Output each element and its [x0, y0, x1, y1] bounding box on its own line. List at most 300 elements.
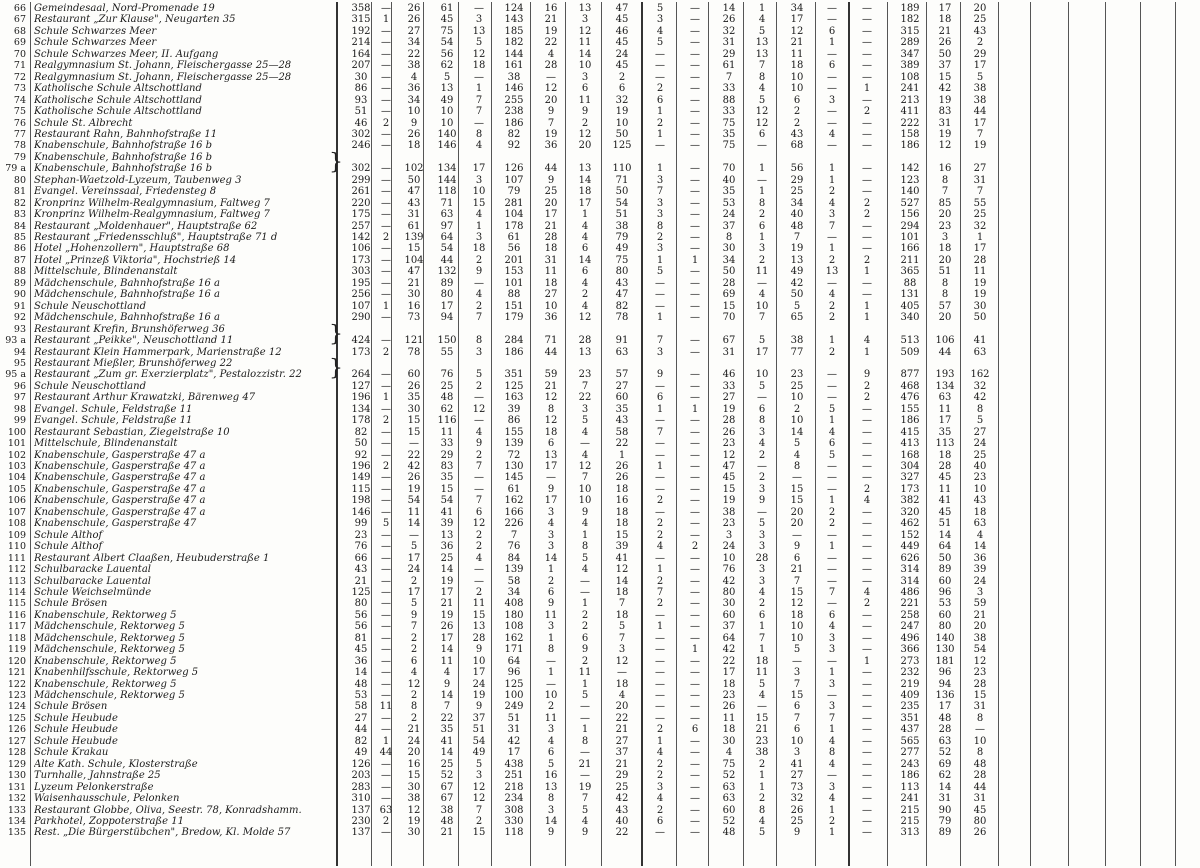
- cell-value: —: [827, 117, 837, 129]
- cell-value: 42: [973, 392, 987, 404]
- cell-value: 220: [351, 197, 371, 209]
- cell-value: 7: [828, 712, 836, 724]
- cell-value: 2: [828, 518, 836, 530]
- row-number: 127: [7, 735, 26, 747]
- cell-value: 1: [758, 232, 766, 243]
- cell-value: 1: [382, 14, 390, 26]
- cell-value: 22: [544, 37, 558, 49]
- cell-value: 31: [973, 701, 987, 713]
- cell-value: 20: [938, 254, 952, 266]
- row-number: 79 a: [5, 163, 26, 175]
- cell-value: 8: [941, 277, 949, 289]
- cell-value: —: [827, 483, 837, 495]
- cell-value: 50: [722, 266, 736, 278]
- cell-value: 15: [722, 483, 736, 495]
- table-row: [0, 404, 1200, 416]
- cell-value: 113: [900, 781, 920, 793]
- cell-value: 7: [758, 312, 766, 324]
- cell-value: —: [474, 415, 484, 427]
- cell-value: 134: [935, 380, 955, 392]
- cell-value: —: [690, 598, 700, 610]
- cell-value: 51: [938, 518, 952, 530]
- cell-value: —: [862, 220, 872, 232]
- row-number: 128: [7, 747, 26, 759]
- cell-value: 22: [407, 48, 421, 60]
- cell-value: 21: [544, 14, 558, 26]
- cell-value: 110: [612, 163, 632, 175]
- cell-value: 258: [900, 609, 920, 621]
- row-number: 91: [13, 300, 26, 312]
- cell-value: 320: [900, 506, 920, 518]
- cell-value: 38: [973, 94, 987, 106]
- cell-value: 45: [440, 14, 454, 26]
- cell-value: 303: [351, 266, 371, 278]
- table-row: [0, 759, 1200, 771]
- cell-value: 37: [722, 621, 736, 633]
- row-number: 114: [7, 586, 26, 598]
- cell-value: 45: [722, 472, 736, 484]
- cell-value: 182: [504, 37, 524, 49]
- cell-value: 527: [900, 197, 920, 209]
- cell-value: 7: [725, 71, 733, 83]
- location-name: Schule Brösen: [34, 598, 108, 610]
- cell-value: 108: [504, 621, 524, 633]
- cell-value: 42: [722, 644, 736, 656]
- cell-value: 3: [656, 174, 664, 186]
- cell-value: 1: [828, 163, 836, 175]
- location-name: Hotel „Hohenzollern", Hauptstraße 68: [34, 243, 230, 255]
- cell-value: 226: [504, 518, 524, 530]
- cell-value: 76: [507, 541, 521, 553]
- table-row: [0, 713, 1200, 725]
- cell-value: 32: [722, 25, 736, 37]
- cell-value: 36: [354, 655, 368, 667]
- cell-value: 13: [755, 48, 769, 60]
- cell-value: 215: [900, 804, 920, 816]
- cell-value: 15: [407, 770, 421, 782]
- cell-value: 5: [382, 518, 390, 530]
- cell-value: 3: [618, 644, 626, 656]
- cell-value: 1: [863, 300, 871, 312]
- cell-value: 415: [900, 426, 920, 438]
- table-row: [0, 83, 1200, 95]
- cell-value: 11: [790, 48, 804, 60]
- table-row: [0, 118, 1200, 130]
- row-number: 86: [13, 243, 26, 255]
- cell-value: 17: [440, 300, 454, 312]
- cell-value: 221: [900, 598, 920, 610]
- cell-value: 86: [507, 415, 521, 427]
- cell-value: 12: [578, 25, 592, 37]
- cell-value: 5: [475, 369, 483, 381]
- cell-value: 35: [440, 472, 454, 484]
- cell-value: —: [409, 529, 419, 541]
- cell-value: —: [690, 449, 700, 461]
- cell-value: 1: [618, 449, 626, 461]
- cell-value: —: [690, 83, 700, 95]
- cell-value: 1: [691, 254, 699, 266]
- cell-value: 22: [615, 827, 629, 839]
- row-number: 99: [13, 415, 26, 427]
- cell-value: 2: [793, 403, 801, 415]
- cell-value: 476: [900, 392, 920, 404]
- cell-value: 12: [472, 781, 486, 793]
- cell-value: 65: [790, 312, 804, 324]
- cell-value: 18: [615, 483, 629, 495]
- cell-value: 3: [656, 243, 664, 255]
- cell-value: 1: [863, 346, 871, 358]
- cell-value: 877: [900, 369, 920, 381]
- cell-value: 1: [758, 644, 766, 656]
- cell-value: —: [827, 369, 837, 381]
- cell-value: 13: [472, 25, 486, 37]
- cell-value: 37: [615, 747, 629, 759]
- cell-value: 238: [504, 106, 524, 118]
- cell-value: 1: [581, 598, 589, 610]
- cell-value: 29: [973, 48, 987, 60]
- cell-value: —: [862, 25, 872, 37]
- cell-value: 93: [354, 94, 368, 106]
- cell-value: 83: [938, 106, 952, 118]
- location-name: Schule Krakau: [34, 747, 109, 759]
- row-number: 117: [7, 621, 26, 633]
- cell-value: 2: [382, 461, 390, 472]
- location-name: Knabenschule, Gasperstraße 47 a: [34, 472, 206, 484]
- cell-value: 67: [440, 781, 454, 793]
- cell-value: 2: [410, 632, 418, 644]
- cell-value: —: [862, 461, 872, 472]
- cell-value: —: [690, 483, 700, 495]
- row-number: 94: [13, 346, 26, 358]
- cell-value: —: [757, 701, 767, 713]
- cell-value: 2: [758, 758, 766, 770]
- cell-value: 1: [828, 37, 836, 49]
- cell-value: 28: [938, 724, 952, 736]
- cell-value: 35: [615, 403, 629, 415]
- cell-value: 7: [793, 678, 801, 690]
- row-number: 113: [7, 575, 26, 587]
- location-name: Gemeindesaal, Nord-Promenade 19: [34, 3, 215, 14]
- cell-value: 5: [828, 449, 836, 461]
- cell-value: 10: [790, 71, 804, 83]
- cell-value: 33: [722, 106, 736, 118]
- cell-value: 84: [507, 552, 521, 564]
- cell-value: 12: [544, 392, 558, 404]
- cell-value: 3: [656, 197, 664, 209]
- cell-value: 7: [941, 186, 949, 198]
- cell-value: 1: [863, 312, 871, 324]
- table-row: [0, 656, 1200, 668]
- cell-value: 310: [351, 793, 371, 805]
- cell-value: 247: [900, 621, 920, 633]
- cell-value: 16: [407, 300, 421, 312]
- cell-value: 2: [475, 254, 483, 266]
- cell-value: 8: [547, 793, 555, 805]
- location-name: Restaurant Globbe, Oliva, Seestr. 78, Konradshamm.: [34, 804, 302, 816]
- cell-value: 20: [544, 197, 558, 209]
- cell-value: 38: [722, 506, 736, 518]
- location-name: Mädchenschule, Rektorweg 5: [34, 644, 185, 656]
- table-row: [0, 347, 1200, 359]
- cell-value: 75: [722, 758, 736, 770]
- cell-value: 8: [581, 541, 589, 553]
- cell-value: —: [690, 461, 700, 472]
- cell-value: 235: [900, 701, 920, 713]
- cell-value: 6: [758, 220, 766, 232]
- cell-value: 146: [437, 140, 457, 152]
- cell-value: —: [690, 495, 700, 507]
- cell-value: 38: [973, 632, 987, 644]
- cell-value: 82: [615, 300, 629, 312]
- cell-value: —: [690, 300, 700, 312]
- cell-value: 61: [507, 483, 521, 495]
- cell-value: 2: [828, 186, 836, 198]
- cell-value: —: [655, 701, 665, 713]
- cell-value: 12: [790, 598, 804, 610]
- cell-value: 60: [938, 609, 952, 621]
- cell-value: —: [690, 758, 700, 770]
- table-row: [0, 324, 1200, 336]
- cell-value: —: [381, 94, 391, 106]
- cell-value: 1: [382, 735, 390, 747]
- cell-value: 1: [691, 403, 699, 415]
- cell-value: —: [381, 277, 391, 289]
- cell-value: 88: [722, 94, 736, 106]
- cell-value: 486: [900, 586, 920, 598]
- cell-value: 6: [793, 552, 801, 564]
- cell-value: 7: [581, 472, 589, 484]
- cell-value: 99: [354, 518, 368, 530]
- cell-value: 11: [578, 37, 592, 49]
- cell-value: —: [862, 724, 872, 736]
- cell-value: 4: [547, 735, 555, 747]
- cell-value: 17: [578, 197, 592, 209]
- cell-value: 18: [790, 60, 804, 72]
- cell-value: 27: [973, 163, 987, 175]
- cell-value: 11: [578, 667, 592, 679]
- cell-value: 19: [407, 815, 421, 827]
- cell-value: 12: [578, 128, 592, 140]
- cell-value: 70: [722, 312, 736, 324]
- cell-value: 14: [544, 552, 558, 564]
- cell-value: 6: [793, 724, 801, 736]
- cell-value: 2: [656, 495, 664, 507]
- cell-value: 5: [581, 690, 589, 701]
- location-name: Mädchenschule, Rektorweg 5: [34, 621, 185, 633]
- cell-value: 2: [656, 804, 664, 816]
- table-row: [0, 598, 1200, 610]
- cell-value: —: [862, 163, 872, 175]
- row-number: 107: [7, 506, 26, 518]
- cell-value: 234: [504, 793, 524, 805]
- cell-value: 32: [790, 793, 804, 805]
- cell-value: 7: [828, 220, 836, 232]
- cell-value: 8: [547, 644, 555, 656]
- cell-value: 48: [440, 392, 454, 404]
- cell-value: 3: [828, 209, 836, 221]
- cell-value: 246: [351, 140, 371, 152]
- cell-value: 5: [793, 438, 801, 450]
- cell-value: —: [690, 174, 700, 186]
- cell-value: 80: [615, 266, 629, 278]
- cell-value: 25: [790, 380, 804, 392]
- cell-value: 161: [504, 60, 524, 72]
- cell-value: 6: [581, 83, 589, 95]
- cell-value: —: [862, 174, 872, 186]
- row-number: 95: [13, 357, 26, 369]
- cell-value: 8: [758, 197, 766, 209]
- cell-value: 46: [615, 25, 629, 37]
- table-row: [0, 610, 1200, 622]
- cell-value: 3: [475, 770, 483, 782]
- location-name: Knabenschule, Rektorweg 5: [34, 678, 177, 690]
- cell-value: 178: [351, 415, 371, 427]
- cell-value: 29: [440, 449, 454, 461]
- cell-value: 28: [472, 632, 486, 644]
- cell-value: 53: [354, 690, 368, 701]
- location-name: Hotel „Prinzeß Viktoria", Hochstrieß 14: [34, 254, 237, 266]
- cell-value: 18: [544, 243, 558, 255]
- table-row: [0, 72, 1200, 84]
- cell-value: 14: [615, 575, 629, 587]
- cell-value: —: [862, 621, 872, 633]
- table-row: [0, 232, 1200, 244]
- cell-value: 63: [440, 209, 454, 221]
- cell-value: 30: [722, 598, 736, 610]
- cell-value: 186: [504, 117, 524, 129]
- cell-value: 22: [578, 392, 592, 404]
- table-row: [0, 163, 1200, 175]
- cell-value: 2: [382, 815, 390, 827]
- cell-value: 10: [790, 83, 804, 95]
- cell-value: —: [827, 770, 837, 782]
- cell-value: 30: [973, 300, 987, 312]
- cell-value: —: [381, 529, 391, 541]
- location-name: Schule Brösen: [34, 701, 108, 713]
- cell-value: 186: [504, 346, 524, 358]
- location-name: Mädchenschule, Rektorweg 5: [34, 690, 185, 701]
- location-name: Restaurant Krefin, Brunshöferweg 36: [34, 323, 225, 335]
- cell-value: 284: [504, 335, 524, 347]
- cell-value: 4: [828, 426, 836, 438]
- cell-value: 18: [938, 449, 952, 461]
- cell-value: 314: [900, 564, 920, 576]
- cell-value: 2: [828, 312, 836, 324]
- cell-value: —: [655, 472, 665, 484]
- cell-value: 38: [507, 71, 521, 83]
- cell-value: 25: [615, 781, 629, 793]
- cell-value: 1: [828, 415, 836, 427]
- cell-value: 44: [440, 254, 454, 266]
- cell-value: 16: [407, 758, 421, 770]
- cell-value: 222: [900, 117, 920, 129]
- cell-value: —: [655, 552, 665, 564]
- cell-value: 3: [547, 804, 555, 816]
- cell-value: 15: [472, 197, 486, 209]
- cell-value: 449: [900, 541, 920, 553]
- cell-value: 3: [793, 667, 801, 679]
- cell-value: 89: [938, 827, 952, 839]
- cell-value: —: [474, 575, 484, 587]
- cell-value: 43: [973, 495, 987, 507]
- cell-value: 6: [828, 438, 836, 450]
- cell-value: 5: [656, 266, 664, 278]
- cell-value: 13: [755, 37, 769, 49]
- cell-value: 7: [618, 632, 626, 644]
- cell-value: —: [862, 552, 872, 564]
- cell-value: —: [690, 529, 700, 541]
- cell-value: —: [381, 140, 391, 152]
- cell-value: 9: [547, 598, 555, 610]
- cell-value: 20: [615, 701, 629, 713]
- cell-value: —: [546, 655, 556, 667]
- cell-value: —: [381, 60, 391, 72]
- cell-value: —: [655, 655, 665, 667]
- cell-value: 4: [581, 277, 589, 289]
- cell-value: 23: [755, 735, 769, 747]
- cell-value: 17: [973, 243, 987, 255]
- cell-value: 14: [578, 48, 592, 60]
- cell-value: 54: [973, 644, 987, 656]
- row-number: 126: [7, 724, 26, 736]
- cell-value: 13: [544, 449, 558, 461]
- cell-value: 25: [973, 449, 987, 461]
- row-number: 96: [13, 380, 26, 392]
- cell-value: 80: [938, 621, 952, 633]
- row-number: 123: [7, 690, 26, 701]
- cell-value: —: [690, 346, 700, 358]
- cell-value: 21: [354, 575, 368, 587]
- table-row: [0, 255, 1200, 267]
- cell-value: 5: [758, 678, 766, 690]
- cell-value: 76: [354, 541, 368, 553]
- cell-value: 6: [581, 632, 589, 644]
- cell-value: —: [792, 472, 802, 484]
- cell-value: 18: [544, 426, 558, 438]
- cell-value: 14: [354, 667, 368, 679]
- cell-value: 4: [758, 815, 766, 827]
- cell-value: 79: [507, 186, 521, 198]
- location-name: Schule Althof: [34, 541, 103, 553]
- cell-value: 20: [790, 518, 804, 530]
- cell-value: 85: [938, 197, 952, 209]
- cell-value: —: [690, 781, 700, 793]
- cell-value: 327: [900, 472, 920, 484]
- cell-value: 67: [722, 335, 736, 347]
- cell-value: 4: [656, 747, 664, 759]
- cell-value: 44: [379, 747, 393, 759]
- location-name: Knabenschule, Gasperstraße 47 a: [34, 483, 206, 495]
- cell-value: 88: [507, 289, 521, 301]
- cell-value: 92: [354, 449, 368, 461]
- cell-value: 63: [973, 518, 987, 530]
- row-number: 104: [7, 472, 26, 484]
- cell-value: 20: [973, 621, 987, 633]
- cell-value: 40: [615, 815, 629, 827]
- cell-value: 7: [475, 804, 483, 816]
- cell-value: 36: [973, 552, 987, 564]
- row-number: 73: [13, 83, 26, 95]
- location-name: Evangel. Schule, Feldstraße 11: [34, 403, 193, 415]
- cell-value: —: [655, 300, 665, 312]
- cell-value: —: [580, 575, 590, 587]
- cell-value: 54: [440, 243, 454, 255]
- cell-value: —: [690, 712, 700, 724]
- cell-value: 27: [722, 392, 736, 404]
- cell-value: 60: [722, 609, 736, 621]
- cell-value: 462: [900, 518, 920, 530]
- cell-value: 5: [758, 518, 766, 530]
